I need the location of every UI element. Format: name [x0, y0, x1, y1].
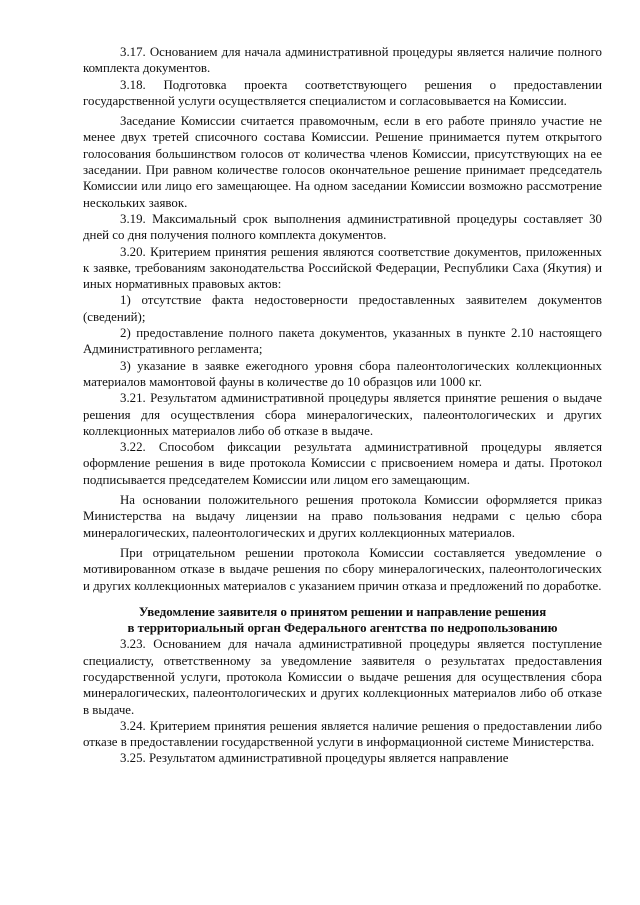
paragraph-3-21: 3.21. Результатом административной процедуры является принятие решения о выдаче решения для осуществления сбора минералогических, палеонтологических и других коллекционных материалов либо об отказе в выдаче. [83, 391, 602, 438]
paragraph-3-17: 3.17. Основанием для начала административной процедуры является наличие полного комплекта документов. [83, 45, 602, 76]
paragraph-commission-quorum: Заседание Комиссии считается правомочным, если в его работе приняло участие не менее двух третей списочного состава Комиссии. Решение принимается путем открытого голосования большинством голосов от количества членов Комиссии, присутствующих на ее заседании. При равном количестве голосов окончательное решение принимает председатель Комиссии или лицо его замещающее. На одном заседании Комиссии возможно рассмотрение нескольких заявок. [83, 114, 602, 210]
section-heading-line-1: Уведомление заявителя о принятом решении и направление решения [138, 604, 547, 619]
list-item-1: 1) отсутствие факта недостоверности предоставленных заявителем документов (сведений); [83, 293, 602, 324]
paragraph-3-23: 3.23. Основанием для начала административной процедуры является поступление специалисту, ответственному за уведомление заявителя о результатах предоставления государственной услуги, протокола Комиссии о выдаче решения для осуществления сбора минералогических, палеонтологических и других коллекционных материалов либо об отказе в выдаче. [83, 637, 602, 717]
paragraph-3-24: 3.24. Критерием принятия решения является наличие решения о предоставлении либо отказе в предоставлении государственной услуги в информационной системе Министерства. [83, 718, 602, 750]
paragraph-positive-decision: На основании положительного решения протокола Комиссии оформляется приказ Министерства на выдачу лицензии на право пользования недрами с целью сбора минералогических, палеонтологических и других коллекционных материалов. [83, 493, 602, 540]
section-heading-line-2: в территориальный орган Федерального агентства по недропользованию [127, 621, 558, 636]
paragraph-3-22: 3.22. Способом фиксации результата административной процедуры является оформление решения в виде протокола Комиссии с присвоением номера и даты. Протокол подписывается председателем Комиссии или лицом его замещающим. [83, 440, 602, 487]
paragraph-3-25: 3.25. Результатом административной процедуры является направление [120, 751, 509, 766]
section-heading [83, 604, 602, 637]
paragraph-3-18: 3.18. Подготовка проекта соответствующего решения о предоставлении государственной услуги осуществляется специалистом и согласовывается на Комиссии. [83, 77, 602, 108]
paragraph-3-20: 3.20. Критерием принятия решения являются соответствие документов, приложенных к заявке, требованиям законодательства Российской Федерации, Республики Саха (Якутия) и иных нормативных правовых актов: [83, 244, 602, 292]
paragraph-negative-decision: При отрицательном решении протокола Комиссии составляется уведомление о мотивированном отказе в выдаче решения по сбору минералогических, палеонтологических и других коллекционных материалов с указанием причин отказа и предложений по доработке. [83, 545, 602, 593]
paragraph-3-19: 3.19. Максимальный срок выполнения административной процедуры составляет 30 дней со дня получения полного комплекта документов. [83, 211, 602, 243]
list-item-2: 2) предоставление полного пакета документов, указанных в пункте 2.10 настоящего Административного регламента; [83, 326, 602, 357]
list-item-3: 3) указание в заявке ежегодного уровня сбора палеонтологических коллекционных материалов мамонтовой фауны в количестве до 10 образцов или 1000 кг. [83, 358, 602, 389]
